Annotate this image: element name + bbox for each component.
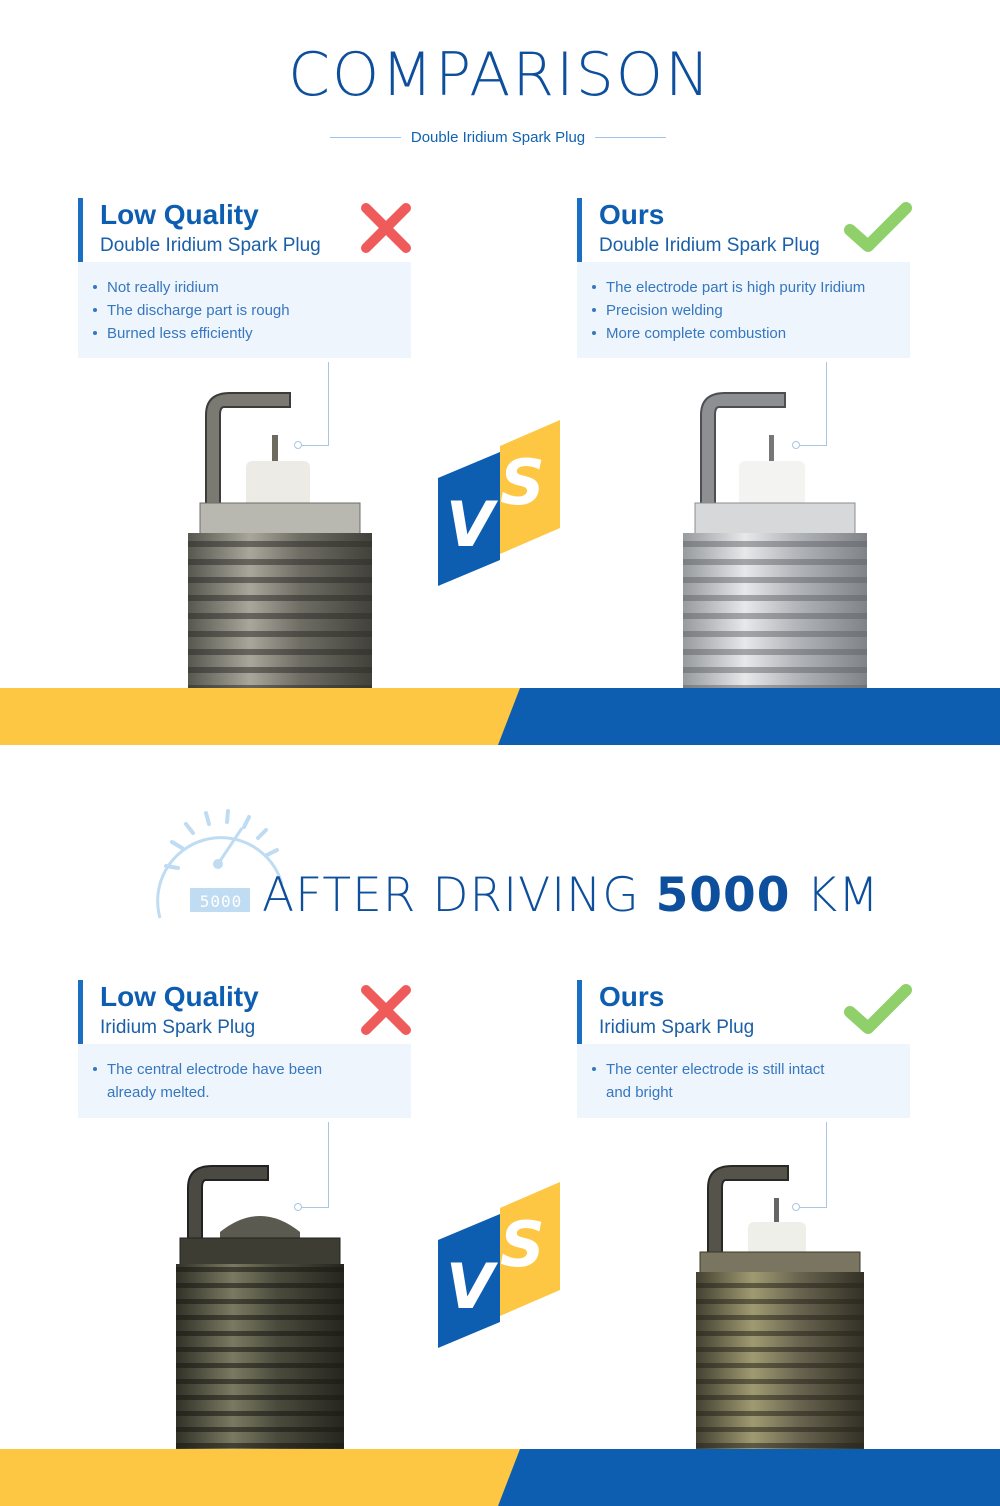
vs-letter-s: S — [500, 1208, 545, 1281]
subtitle-text: Double Iridium Spark Plug — [410, 128, 586, 146]
gauge-readout: 5000 — [199, 892, 243, 911]
spark-plug-image-ours-used — [690, 1160, 870, 1450]
cross-icon — [358, 200, 414, 256]
color-band — [0, 688, 1000, 745]
list-item: Not really iridium — [107, 276, 411, 299]
bullet-list — [577, 262, 910, 345]
card-heading: Low Quality — [100, 981, 259, 1012]
list-item: Precision welding — [606, 299, 910, 322]
check-icon — [842, 980, 914, 1038]
bullet-list — [78, 262, 411, 345]
page-subtitle — [330, 127, 666, 147]
card-subheading: Iridium Spark Plug — [100, 1017, 256, 1038]
card-subheading: Double Iridium Spark Plug — [599, 235, 820, 256]
card-body — [78, 262, 411, 358]
card-heading: Ours — [599, 981, 665, 1012]
spark-plug-image-ours — [675, 385, 875, 688]
card-subheading: Iridium Spark Plug — [599, 1017, 755, 1038]
divider-left — [330, 137, 401, 138]
list-item: The electrode part is high purity Iridium — [606, 276, 910, 299]
card-heading: Low Quality — [100, 199, 259, 230]
spark-plug-image-low-quality-used — [170, 1160, 350, 1450]
cross-icon — [358, 982, 414, 1038]
list-item: The discharge part is rough — [107, 299, 411, 322]
section-title — [262, 868, 880, 923]
vs-letter-v: V — [446, 1250, 494, 1323]
card-subheading: Double Iridium Spark Plug — [100, 235, 321, 256]
vs-letter-v: V — [446, 488, 494, 561]
card-heading: Ours — [599, 199, 665, 230]
card-body — [78, 1044, 411, 1118]
title-suffix: KM — [790, 868, 880, 923]
list-item: The center electrode is still intact and bright — [606, 1058, 850, 1104]
spark-plug-image-low-quality — [180, 385, 380, 688]
check-icon — [842, 198, 914, 256]
bullet-list — [78, 1044, 411, 1104]
list-item: More complete combustion — [606, 322, 910, 345]
card-body — [577, 262, 910, 358]
vs-letter-s: S — [500, 446, 545, 519]
divider-right — [595, 137, 666, 138]
color-band — [0, 1449, 1000, 1506]
list-item: Burned less efficiently — [107, 322, 411, 345]
page-title: COMPARISON — [288, 40, 712, 110]
bullet-list — [577, 1044, 910, 1104]
list-item: The central electrode have been already melted. — [107, 1058, 351, 1104]
title-prefix: AFTER DRIVING — [262, 868, 656, 923]
title-number: 5000 — [655, 868, 791, 923]
card-body — [577, 1044, 910, 1118]
